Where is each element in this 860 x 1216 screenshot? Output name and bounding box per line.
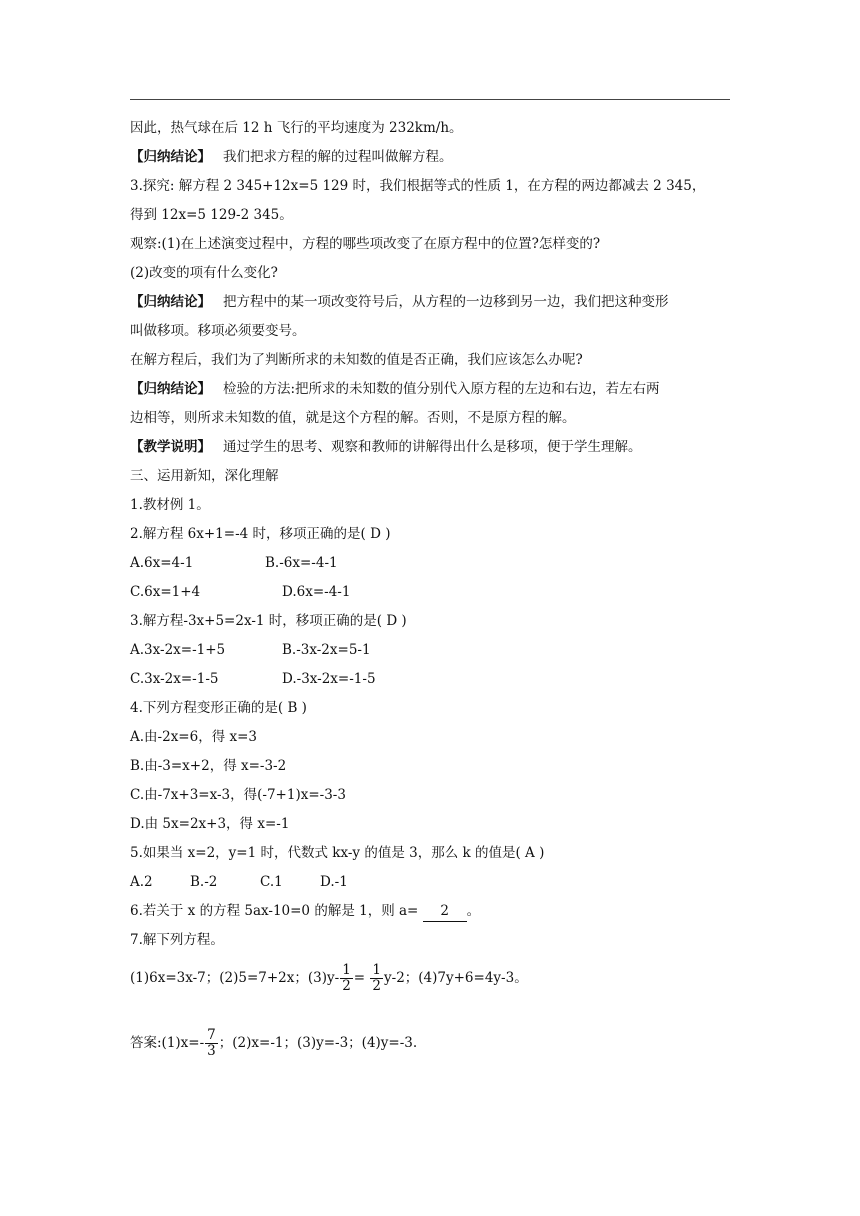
option-b: B.-3x-2x=5-1 (282, 642, 371, 658)
fraction (340, 963, 353, 994)
option-d: D.6x=-4-1 (282, 584, 351, 600)
option-b: B.-6x=-4-1 (265, 555, 338, 571)
question-6-text: 6.若关于 x 的方程 5ax-10=0 的解是 1，则 a= (130, 903, 419, 919)
equation-part: (1)6x=3x-7；(2)5=7+2x；(3)y- (130, 970, 340, 986)
text-line: 3.探究: 解方程 2 345+12x=5 129 时，我们根据等式的性质 1，在方程的两边都减去 2 345， (130, 178, 706, 194)
conclusion-text: 我们把求方程的解的过程叫做解方程。 (223, 149, 453, 165)
option-b: B.-2 (190, 874, 218, 890)
option-a: A.由-2x=6，得 x=3 (130, 729, 258, 745)
question-6-end: 。 (466, 903, 481, 919)
teaching-note-text: 通过学生的思考、观察和教师的讲解得出什么是移项，便于学生理解。 (223, 439, 642, 455)
option-b: B.由-3=x+2，得 x=-3-2 (130, 758, 287, 774)
conclusion-line (130, 379, 660, 399)
option-a: A.6x=4-1 (130, 555, 194, 571)
text-line: 1.教材例 1。 (130, 497, 210, 513)
option-d: D.-3x-2x=-1-5 (282, 671, 376, 687)
fraction (205, 1028, 218, 1059)
conclusion-text: 检验的方法:把所求的未知数的值分别代入原方程的左边和右边，若左右两 (223, 381, 660, 397)
option-d: D.-1 (320, 874, 348, 890)
text-line: 得到 12x=5 129-2 345。 (130, 207, 293, 223)
text-line: (2)改变的项有什么变化? (130, 265, 278, 281)
question-2: 2.解方程 6x+1=-4 时，移项正确的是( D ) (130, 526, 391, 542)
equation-line (130, 960, 528, 996)
fraction-numerator: 1 (342, 962, 351, 978)
conclusion-tag: 【归纳结论】 (130, 294, 211, 310)
text-line: 观察:(1)在上述演变过程中，方程的哪些项改变了在原方程中的位置?怎样变的? (130, 236, 601, 252)
option-a: A.2 (130, 874, 153, 890)
fraction-denominator: 2 (372, 978, 381, 994)
answer-line (130, 1025, 417, 1061)
equation-part: y-2；(4)7y+6=4y-3。 (384, 970, 528, 986)
fraction-numerator: 1 (372, 962, 381, 978)
fraction-denominator: 3 (207, 1043, 216, 1059)
option-c: C.3x-2x=-1-5 (130, 671, 219, 687)
teaching-note-line (130, 437, 642, 457)
section-heading: 三、运用新知，深化理解 (130, 468, 279, 484)
question-7: 7.解下列方程。 (130, 932, 224, 948)
option-a: A.3x-2x=-1+5 (130, 642, 226, 658)
answer-part: 答案:(1)x=- (130, 1035, 205, 1051)
question-5: 5.如果当 x=2，y=1 时，代数式 kx-y 的值是 3，那么 k 的值是( A ) (130, 845, 545, 861)
conclusion-text: 把方程中的某一项改变符号后，从方程的一边移到另一边，我们把这种变形 (223, 294, 669, 310)
fraction-denominator: 2 (342, 978, 351, 994)
option-c: C.1 (260, 874, 283, 890)
text-line: 在解方程后，我们为了判断所求的未知数的值是否正确，我们应该怎么办呢? (130, 352, 583, 368)
text-line: 叫做移项。移项必须要变号。 (130, 323, 306, 339)
answer-part: ；(2)x=-1；(3)y=-3；(4)y=-3. (218, 1035, 418, 1051)
equals-sign: = (353, 970, 366, 986)
fraction (370, 963, 383, 994)
teaching-note-tag: 【教学说明】 (130, 439, 211, 455)
conclusion-line (130, 147, 453, 167)
conclusion-line (130, 292, 669, 312)
header-rule (130, 99, 730, 100)
question-3: 3.解方程-3x+5=2x-1 时，移项正确的是( D ) (130, 613, 407, 629)
answer-blank: 2 (423, 901, 467, 922)
text-line: 因此，热气球在后 12 h 飞行的平均速度为 232km/h。 (130, 120, 463, 136)
option-c: C.由-7x+3=x-3，得(-7+1)x=-3-3 (130, 787, 346, 803)
text-line: 边相等，则所求未知数的值，就是这个方程的解。否则，不是原方程的解。 (130, 410, 576, 426)
conclusion-tag: 【归纳结论】 (130, 149, 211, 165)
option-d: D.由 5x=2x+3，得 x=-1 (130, 816, 290, 832)
question-4: 4.下列方程变形正确的是( B ) (130, 700, 307, 716)
conclusion-tag: 【归纳结论】 (130, 381, 211, 397)
fraction-numerator: 7 (207, 1027, 216, 1043)
option-c: C.6x=1+4 (130, 584, 201, 600)
question-6 (130, 901, 480, 922)
